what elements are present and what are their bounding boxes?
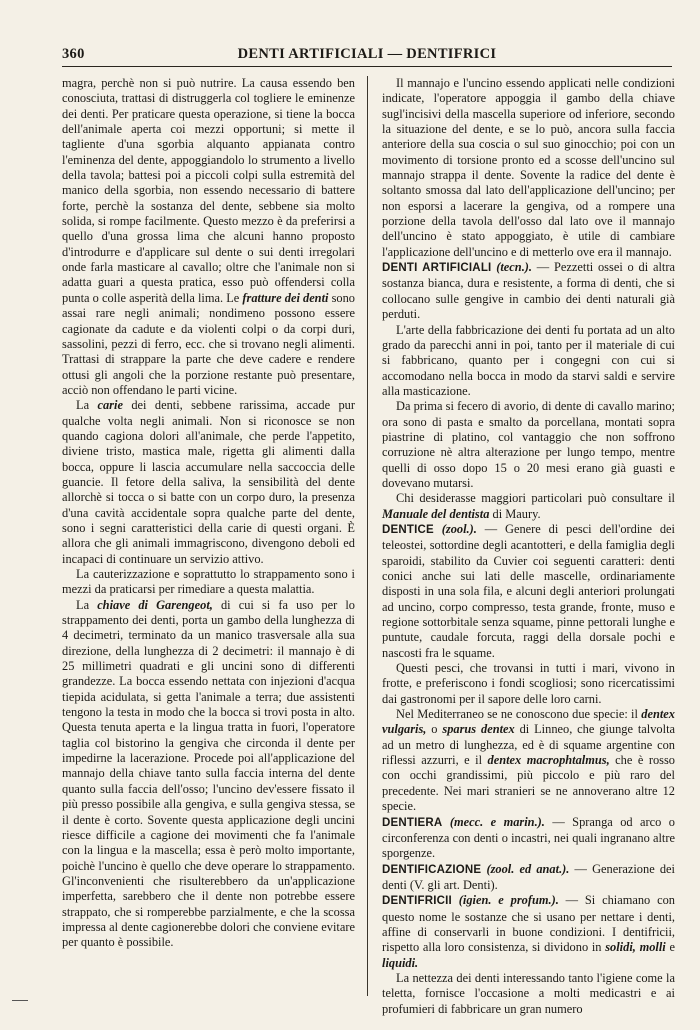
entry-category: (mecc. e marin.).: [449, 814, 545, 829]
dictionary-entry: [382, 862, 675, 894]
emphasis-term: Manuale del dentista: [382, 506, 490, 521]
emphasis-term: dentex vulgaris,: [382, 707, 675, 737]
right-column: [382, 76, 676, 1016]
text-run: — Genere di pesci dell'ordine dei teleostei, sottordine degli acantotteri, e della famiglia degli sparoidi, stabilito da Cuvier coi seguenti caratteri: denti conici anche sui lati delle mascelle, ordinariamente disposti in una sola fila, e alcuni degli anteriori prolungati ad uncino, corpo compresso, testa grande, fronte, muso e regione sottorbitale senza squame, pinne pettorali lunghe e puntute, caudale forcuta, raggi della dorsale pochi e nascosti fra le squame.: [382, 521, 675, 660]
text-run: — Spranga od arco o circonferenza con denti o incastri, nei quali ingranano altre sporgenze.: [382, 814, 676, 861]
column-divider: [367, 76, 368, 996]
text-run: di Maury.: [489, 506, 541, 521]
text-run: — Generazione dei denti (V. gli art. Denti).: [382, 861, 675, 892]
emphasis-term: carie: [97, 398, 123, 413]
page-header: [62, 44, 672, 67]
text-columns: [62, 76, 676, 1016]
paragraph: Il mannajo e l'uncino essendo applicati nelle condizioni indicate, l'operatore appoggia il gambo della chiave sugl'incisivi della mascella superiore od inferiore, secondo la situazione del dente, e se lo può, ancora sulla faccia anteriore della sua coscia o sul suo ginocchio; poi con un movimento di torsione pronto ed a scosse dell'uncino sul mannajo strappa il dente. Sovente la radice del dente è soltanto smossa dal lato dell'applicazione dell'uncino; per non esporsi a lacerare la gengiva, od a rompere una porzione della tavola dell'osso dal lato ove il mannajo dell'uncino è stato appoggiato, è utile di cambiare l'applicazione dell'uncino e di metterlo ove era il mannajo.: [382, 76, 675, 259]
entry-headword: DENTIFRICII: [382, 895, 452, 908]
text-run: sono assai rare negli animali; nondimeno possono essere cagionate da cadute e da violenti colpi o da corpi duri, sassolini, pezzi di ferro, ecc. che si trovano negli alimenti. Trattasi di strappare la parte che deve cadere e rendere ottusi gli angoli che la porzione restante può presentare, acciò non offendano le parti vicine.: [62, 290, 355, 397]
text-run: La: [76, 597, 98, 612]
page-number: 360: [62, 46, 85, 62]
entry-category: (tecn.).: [496, 260, 533, 275]
paragraph: Questi pesci, che trovansi in tutti i mari, vivono in frotte, e preferiscono i fondi scogliosi; sono ricercatissimi dai gastronomi per il sapore delle loro carni.: [382, 661, 675, 706]
entry-headword: DENTI ARTIFICIALI: [382, 262, 492, 275]
paragraph: [62, 598, 355, 951]
entry-headword: DENTIERA: [382, 816, 443, 829]
emphasis-term: fratture dei denti: [242, 290, 329, 305]
emphasis-term: solidi,: [605, 940, 636, 955]
text-run: e: [665, 940, 675, 955]
text-run: o: [426, 722, 443, 737]
left-column: [62, 76, 355, 996]
paragraph: [62, 398, 355, 567]
paragraph: La cauterizzazione e soprattutto lo strappamento sono i mezzi da praticarsi per rimediare a questa malattia.: [62, 567, 355, 597]
dictionary-entry: [382, 260, 675, 322]
emphasis-term: chiave di Garengeot,: [97, 597, 213, 612]
text-run: Nel Mediterraneo se ne conoscono due specie: il: [396, 707, 642, 722]
text-run: magra, perchè non si può nutrire. La causa essendo ben conosciuta, trattasi di distruggerla col togliere le eminenze dei denti. Per praticare questa operazione, si tiene la bocca dell'animale aperta coi mezzi opportuni; si mette il tagliente d'una sgorbia alquanto appianata contro l'eminenza del dente, appoggiandolo lo strumento a livello della tavola; battesi poi a piccoli colpi sulla estremità del manico della sgorbia, non essendo necessario di battere forte, perchè la sostanza del dente, sebbene sia molto solida, si rompe facilmente. Questo mezzo è da preferirsi a quello d'una grossa lima che alcuni hanno proposto d'introdurre e d'applicare sul dente o sui denti irregolari onde farla masticare al cavallo; oltre che l'animale non si adatta guari a questa pratica, esso può offendersi colla punta o colle asperità della lima. Le: [62, 76, 355, 305]
text-run: La: [76, 398, 98, 413]
entry-category: (zool. ed anat.).: [486, 861, 570, 876]
emphasis-term: sparus dentex: [442, 722, 515, 737]
margin-mark: [12, 1000, 28, 1001]
text-run: — Pezzetti ossei o di altra sostanza bianca, dura e resistente, a forma di denti, che si collocano sulle gengive in cambio dei denti naturali già perduti.: [382, 260, 675, 322]
text-run: di Linneo, che giunge talvolta ad un metro di lunghezza, ed è di squame argentine con riflessi azzurri, e il: [382, 722, 676, 768]
dictionary-entry: [382, 893, 675, 971]
entry-headword: DENTICE: [382, 523, 434, 536]
text-run: che è rosso con occhi grandissimi, più piccolo e più raro del precedente. Nei mari stranieri se ne annoverano altre 12 specie.: [382, 753, 675, 814]
dictionary-entry: [382, 522, 675, 661]
emphasis-term: molli: [639, 940, 666, 955]
entry-headword: DENTIFICAZIONE: [382, 863, 482, 876]
text-run: di cui si fa uso per lo strappamento dei denti, porta un gambo della lunghezza di 4 decimetri, terminato da un manico trasversale alla sua direzione, della lunghezza di 2 decimetri: il mannajo è di 25 millimetri quadrati e gli uncini sono di differenti grandezze. La bocca essendo nettata con injezioni d'acqua tiepida acidulata, si getta l'animale a terra; due assistenti tengono la testa in modo che la bocca si trovi posta in alto. Questa tenuta aperta e la lingua tratta in fuori, l'operatore taglia col bistorino la gengiva che circonda il dente per impedirne la lacerazione. Procede poi all'applicazione del mannajo della chiave tanto sulla faccia interna del dente quanto sulla faccia dell'osso; l'uncino dev'essere fissato il più presso possibile alla gengiva, e sulla gengiva stessa, se il dente è corto. Sovente questa applicazione degli uncini riesce difficile a cagione dei movimenti che fa l'animale con la lingua e la mascella; essa è però molto importante, poichè l'uncino è quello che deve operare lo strappamento. Gl'inconvenienti che risulterebbero da un'applicazione imperfetta, sarebbero che il dente non potrebbe essere strappato, che si romperebbe parzialmente, e che la scossa impressa al dente cagionerebbe dolori che conviene evitare per quanto è possibile.: [62, 597, 355, 950]
running-head: DENTI ARTIFICIALI — DENTIFRICI: [237, 46, 497, 62]
paragraph: [382, 491, 675, 522]
text-run: — Si chiamano con questo nome le sostanze che si usano per nettare i denti, affine di conservarli in buone condizioni. I dentifricii, rispetto alla loro consistenza, si dividono in: [382, 893, 675, 955]
dictionary-entry: [382, 815, 675, 862]
paragraph: [62, 76, 355, 398]
emphasis-term: liquidi.: [382, 955, 419, 970]
paragraph: L'arte della fabbricazione dei denti fu portata ad un alto grado da parecchi anni in poi, tanto per il materiale di cui si fabbricano, quanto per i congegni con cui si accomodano nella bocca in modo da starvi saldi e servire alla masticazione.: [382, 322, 675, 398]
text-run: Chi desiderasse maggiori particolari può consultare il: [396, 491, 675, 506]
paragraph: La nettezza dei denti interessando tanto l'igiene come la teletta, fornisce l'occasione a molti medicastri e ai profumieri di fabbricare un gran numero: [382, 970, 675, 1016]
entry-category: (igien. e profum.).: [458, 893, 559, 908]
emphasis-term: dentex macrophtalmus,: [487, 753, 610, 768]
entry-category: (zool.).: [441, 521, 477, 536]
paragraph: Da prima si fecero di avorio, di dente di cavallo marino; ora sono di pasta e smalto da porcellana, montati sopra piastrine di platino, col vantaggio che non soffrono corruzione nè altra alterazione per lungo tempo, mentre quelli di osso dopo 15 o 20 mesi erano già guasti e dovevano mutarsi.: [382, 399, 675, 490]
text-run: dei denti, sebbene rarissima, accade pur qualche volta negli animali. Non si riconosce se non quando cagiona dolori all'animale, che perde l'appetito, diviene tristo, mastica male, rigetta gli alimenti dalla bocca, oppure li lascia accumulare nella saccoccia delle guancie. Il fetore della saliva, la sensibilità del dente allorchè si tocca o si batte con un corpo duro, la presenza d'una cavità accidentale sopra qualche parte del dente, sono i segni caratteristici della carie di questi organi. È allora che gli animali immagriscono, divengono deboli ed incapaci di continuare un servizio attivo.: [62, 398, 356, 566]
paragraph: [382, 707, 675, 814]
